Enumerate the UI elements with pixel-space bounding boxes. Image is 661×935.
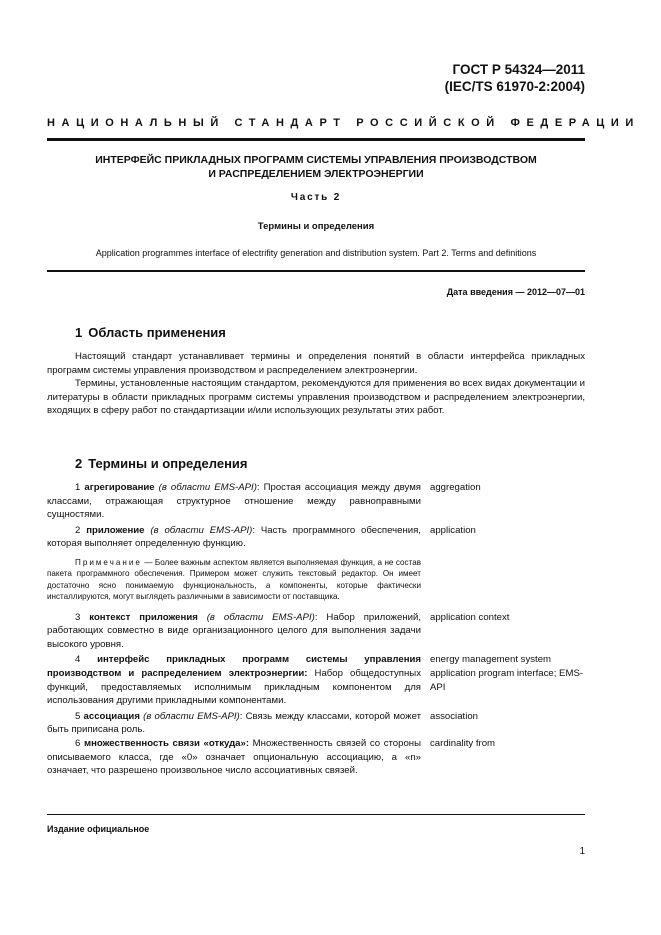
footer-rule — [47, 814, 585, 815]
term-entry — [47, 710, 585, 737]
scope-body — [47, 350, 585, 418]
term-number: 4 — [75, 654, 81, 666]
note-label: Примечание — [75, 557, 142, 567]
national-standard-heading: НАЦИОНАЛЬНЫЙ СТАНДАРТ РОССИЙСКОЙ ФЕДЕРАЦИИ — [47, 117, 640, 129]
document-subtitle: Термины и определения — [257, 221, 375, 232]
term-english: cardinality from — [430, 737, 496, 749]
term-domain: (в области EMS-API) — [143, 710, 240, 722]
term-name: приложение — [86, 524, 145, 536]
term-name: множественность связи «откуда»: — [83, 737, 250, 749]
term-text: : Часть программного обеспечения, которая выполняет определенную функцию. — [47, 524, 421, 550]
term-definition — [47, 524, 421, 551]
term-definition — [47, 653, 421, 707]
section-1-number: 1 — [75, 325, 83, 340]
term-english: association — [430, 710, 478, 722]
term-name: ассоциация — [83, 710, 140, 722]
term-entry — [47, 737, 585, 778]
term-note — [47, 557, 421, 603]
term-definition — [47, 481, 421, 522]
term-number: 2 — [75, 524, 81, 536]
english-title: Application programmes interface of electrifity generation and distribution system. Part 2. Terms and definitions — [95, 248, 537, 258]
term-text: : Связь между классами, которой может быть приписана роль. — [47, 710, 421, 736]
document-title-line1: ИНТЕРФЕЙС ПРИКЛАДНЫХ ПРОГРАММ СИСТЕМЫ УПРАВЛЕНИЯ ПРОИЗВОДСТВОМ — [95, 154, 537, 166]
document-title-line2: И РАСПРЕДЕЛЕНИЕМ ЭЛЕКТРОЭНЕРГИИ — [208, 168, 424, 180]
top-rule — [47, 138, 585, 141]
term-number: 3 — [75, 611, 81, 623]
term-english: aggregation — [430, 482, 481, 493]
term-entry — [47, 524, 585, 551]
term-english: application — [430, 524, 476, 536]
section-2-title: Термины и определения — [88, 456, 248, 471]
official-edition-label: Издание официальное — [47, 824, 150, 834]
scope-paragraph-2: Термины, установленные настоящим стандартом, рекомендуются для применения во всех видах документации и литературы в области прикладных программ системы управления производством и распределением электроэнергии, входящих в сферу работ по стандартизации и/или использующих результаты этих работ. — [47, 378, 585, 417]
term-domain: (в области EMS-API) — [158, 482, 257, 493]
introduction-date: Дата введения — 2012—07—01 — [446, 287, 585, 297]
part-label: Часть 2 — [290, 192, 342, 203]
section-1-title: Область применения — [88, 325, 226, 340]
section-2-heading — [75, 456, 254, 471]
term-entry — [47, 481, 585, 522]
title-rule — [47, 270, 585, 272]
standard-code — [445, 61, 585, 95]
term-text: Набор общедоступных функций, предоставляемых исполнимым прикладным компонентом для использования другими прикладными компонентами. — [47, 667, 421, 707]
scope-paragraph-1: Настоящий стандарт устанавливает термины и определения понятий в области интерфейса прикладных программ системы управления производством и распределением электроэнергии. — [47, 351, 585, 376]
section-1-heading — [75, 325, 232, 340]
term-english: application context — [430, 611, 510, 623]
term-domain: (в области EMS-API) — [206, 611, 315, 623]
note-text: — Более важным аспектом является выполняемая функция, а не состав пакета программного обеспечения. Примером может служить текстовый редактор. Он имеет достаточно ясно понимаемую функциональность, а компоненты, которые фактически инсталлируются, могут выглядеть различными в зависимости от поставщика. — [47, 557, 421, 602]
term-text: Множественность связей со стороны описываемого класса, где «0» означает опциональную ассоциацию, а «n» означает, что разрешено произвольное число ассоциативных связей. — [47, 737, 421, 777]
term-number: 1 — [75, 482, 81, 493]
term-definition — [47, 611, 421, 652]
term-entry — [47, 653, 585, 707]
term-entry — [47, 611, 585, 652]
term-name: интерфейс прикладных программ системы управления производством и распределением электроэнергии: — [47, 654, 421, 679]
term-text: : Набор приложений, работающих совместно в виде организационного целого для выполнения задачи высокого уровня. — [47, 611, 421, 650]
term-number: 5 — [75, 710, 81, 722]
term-text: : Простая ассоциация между двумя классами, отражающая структурное отношение между равноправными сущностями. — [47, 482, 422, 521]
term-english: energy management system application program interface; EMS-API — [430, 654, 584, 693]
term-definition — [47, 710, 421, 737]
term-number: 6 — [75, 737, 81, 749]
term-name: контекст приложения — [89, 611, 198, 623]
standard-code-iec: (IEC/TS 61970-2:2004) — [444, 79, 585, 94]
section-2-number: 2 — [75, 456, 83, 471]
page-number: 1 — [579, 846, 585, 857]
document-page — [47, 0, 640, 935]
term-domain: (в области EMS-API) — [150, 524, 253, 536]
document-title — [47, 153, 585, 181]
term-name: агрегирование — [84, 482, 155, 493]
terms-list — [47, 481, 585, 778]
standard-code-gost: ГОСТ Р 54324—2011 — [452, 62, 585, 77]
term-definition — [47, 737, 421, 778]
